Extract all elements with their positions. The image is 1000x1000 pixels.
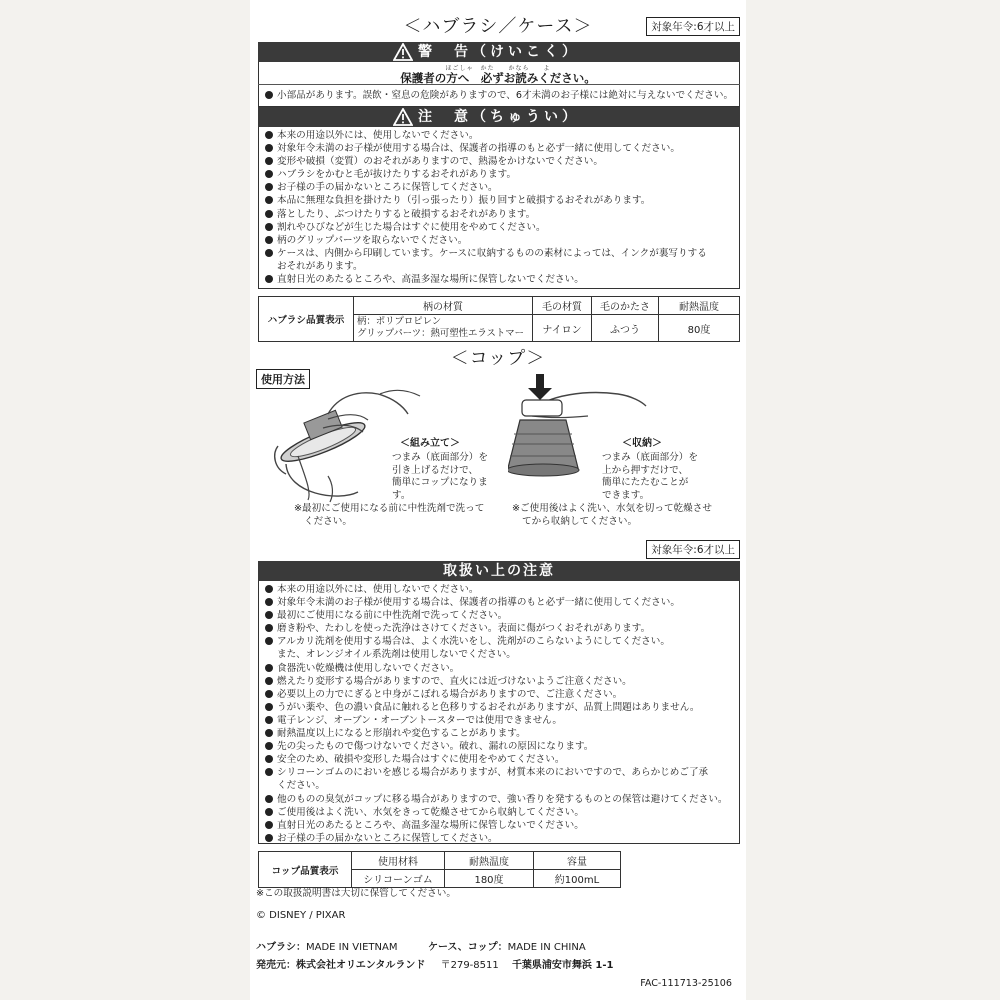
store-text: つまみ（底面部分）を 上から押すだけで、 簡単にたたむことが できます。 bbox=[602, 452, 698, 501]
table-header: 毛のかたさ bbox=[592, 297, 659, 315]
toothbrush-section-title: ＜ハブラシ／ケース＞ bbox=[403, 16, 593, 37]
bullet-icon bbox=[265, 131, 273, 139]
table-cell: シリコーンゴム bbox=[352, 870, 445, 888]
table-header: 毛の材質 bbox=[533, 297, 592, 315]
table-header: 耐熱温度 bbox=[659, 297, 740, 315]
list-item: 必要以上の力でにぎると中身がこぼれる場合がありますので、ご注意ください。 bbox=[264, 688, 740, 701]
bullet-icon bbox=[265, 664, 273, 672]
list-item: 本来の用途以外には、使用しないでください。 bbox=[264, 129, 740, 142]
bullet-icon bbox=[265, 624, 273, 632]
bullet-icon bbox=[265, 834, 273, 842]
bullet-icon bbox=[265, 144, 273, 152]
cup-section-title: ＜コップ＞ bbox=[450, 348, 546, 369]
bullet-icon bbox=[265, 157, 273, 165]
table-header: 容量 bbox=[534, 852, 621, 870]
table-header: 柄の材質 bbox=[354, 297, 533, 315]
store-title: ＜収納＞ bbox=[622, 438, 662, 449]
bullet-icon bbox=[265, 808, 273, 816]
list-item: 直射日光のあたるところや、高温多湿な場所に保管しないでください。 bbox=[264, 819, 740, 832]
bullet-icon bbox=[265, 611, 273, 619]
handling-list bbox=[264, 583, 740, 845]
list-item: 直射日光のあたるところや、高温多湿な場所に保管しないでください。 bbox=[264, 273, 740, 286]
bullet-icon bbox=[265, 223, 273, 231]
bullet-icon bbox=[265, 585, 273, 593]
origin-line: ハブラシ：MADE IN VIETNAM bbox=[256, 942, 398, 953]
list-item: 耐熱温度以上になると形崩れや変色することがあります。 bbox=[264, 727, 740, 740]
assemble-text: つまみ（底面部分）を 引き上げるだけで、 簡単にコップになりま す。 bbox=[392, 452, 488, 501]
assemble-note: ※最初にご使用になる前に中性洗剤で洗って ください。 bbox=[294, 503, 485, 527]
list-item: アルカリ洗剤を使用する場合は、よく水洗いをし、洗剤がのこらないようにしてください。 bbox=[264, 635, 740, 648]
case-origin-line: ケース、コップ：MADE IN CHINA bbox=[428, 942, 586, 953]
table-header: 耐熱温度 bbox=[445, 852, 534, 870]
list-item: 小部品があります。誤飲・窒息の危険がありますので、6才未満のお子様には絶対に与えないでください。 bbox=[264, 89, 740, 102]
store-note: ※ご使用後はよく洗い、水気を切って乾燥させ てから収納してください。 bbox=[512, 503, 712, 527]
list-item: 最初にご使用になる前に中性洗剤で洗ってください。 bbox=[264, 609, 740, 622]
age-label: 対象年令:6才以上 bbox=[646, 17, 740, 36]
caution-list bbox=[264, 129, 740, 286]
table-cell: ナイロン bbox=[533, 315, 592, 342]
down-arrow-icon bbox=[528, 374, 552, 400]
bullet-icon bbox=[265, 170, 273, 178]
bullet-icon bbox=[265, 249, 273, 257]
list-item: 対象年令未満のお子様が使用する場合は、保護者の指導のもと必ず一緒に使用してください。 bbox=[264, 596, 740, 609]
list-item: 先の尖ったもので傷つけないでください。破れ、漏れの原因になります。 bbox=[264, 740, 740, 753]
usage-label: 使用方法 bbox=[256, 369, 310, 389]
toothbrush-quality-table bbox=[258, 296, 740, 342]
list-item: お子様の手の届かないところに保管してください。 bbox=[264, 832, 740, 845]
list-item: 食器洗い乾燥機は使用しないでください。 bbox=[264, 662, 740, 675]
warning-header bbox=[258, 42, 740, 62]
list-item: ハブラシをかむと毛が抜けたりするおそれがあります。 bbox=[264, 168, 740, 181]
bullet-icon bbox=[265, 637, 273, 645]
bullet-icon bbox=[265, 716, 273, 724]
bullet-icon bbox=[265, 729, 273, 737]
copyright: © DISNEY / PIXAR bbox=[256, 910, 346, 921]
bullet-icon bbox=[265, 703, 273, 711]
seller-line: 発売元：株式会社オリエンタルランド 〒279-8511 千葉県浦安市舞浜 1-1 bbox=[256, 960, 614, 971]
table-cell: 約100mL bbox=[534, 870, 621, 888]
list-item: 柄のグリップパーツを取らないでください。 bbox=[264, 234, 740, 247]
bullet-icon bbox=[265, 183, 273, 191]
warning-subtitle: 保護者の方へ 必ずお読みください。 bbox=[400, 71, 596, 85]
warning-divider bbox=[258, 84, 740, 85]
list-item: 燃えたり変形する場合がありますので、直火には近づけないようご注意ください。 bbox=[264, 675, 740, 688]
bullet-icon bbox=[265, 821, 273, 829]
assemble-title: ＜組み立て＞ bbox=[400, 438, 460, 449]
quality-row-label: ハブラシ品質表示 bbox=[259, 297, 354, 342]
list-item: ください。 bbox=[277, 780, 325, 792]
cup-age-label: 対象年令:6才以上 bbox=[646, 540, 740, 559]
warning-header-text: 警 告（けいこく） bbox=[418, 44, 580, 60]
list-item: 本来の用途以外には、使用しないでください。 bbox=[264, 583, 740, 596]
keep-note: ※この取扱説明書は大切に保管してください。 bbox=[256, 888, 456, 899]
warning-list bbox=[264, 89, 740, 102]
quality-row-label: コップ品質表示 bbox=[259, 852, 352, 888]
table-cell: 80度 bbox=[659, 315, 740, 342]
bullet-icon bbox=[265, 598, 273, 606]
list-item: うがい薬や、色の濃い食品に触れると色移りするおそれがありますが、品質上問題はありません。 bbox=[264, 701, 740, 714]
list-item: また、オレンジオイル系洗剤は使用しないでください。 bbox=[277, 649, 516, 661]
bullet-icon bbox=[265, 196, 273, 204]
list-item: 落としたり、ぶつけたりすると破損するおそれがあります。 bbox=[264, 208, 740, 221]
list-item: 他のものの臭気がコップに移る場合がありますので、強い香りを発するものとの保管は避けてください。 bbox=[264, 793, 740, 806]
table-cell-material: 柄：ポリプロピレン グリップパーツ：熱可塑性エラストマー bbox=[354, 315, 533, 342]
table-cell: 180度 bbox=[445, 870, 534, 888]
bullet-icon bbox=[265, 795, 273, 803]
list-item: シリコーンゴムのにおいを感じる場合がありますが、材質本来のにおいですので、あらかじめご了承 bbox=[264, 766, 740, 779]
table-header: 使用材料 bbox=[352, 852, 445, 870]
list-item: 対象年令未満のお子様が使用する場合は、保護者の指導のもと必ず一緒に使用してください。 bbox=[264, 142, 740, 155]
bullet-icon bbox=[265, 768, 273, 776]
list-item: 割れやひびなどが生じた場合はすぐに使用をやめてください。 bbox=[264, 221, 740, 234]
handling-header: 取扱い上の注意 bbox=[258, 561, 740, 581]
list-item: 変形や破損（変質）のおそれがありますので、熱湯をかけないでください。 bbox=[264, 155, 740, 168]
list-item: 電子レンジ、オーブン・オーブントースターでは使用できません。 bbox=[264, 714, 740, 727]
table-cell: ふつう bbox=[592, 315, 659, 342]
list-item: ご使用後はよく洗い、水気をきって乾燥させてから収納してください。 bbox=[264, 806, 740, 819]
list-item: おそれがあります。 bbox=[277, 260, 363, 272]
cup-quality-table bbox=[258, 851, 621, 888]
bullet-icon bbox=[265, 755, 273, 763]
list-item: ケースは、内側から印刷しています。ケースに収納するものの素材によっては、インクが裏写りする bbox=[264, 247, 740, 260]
caution-header-text: 注 意（ちゅうい） bbox=[418, 109, 580, 125]
product-code: FAC-111713-25106 bbox=[640, 978, 732, 989]
bullet-icon bbox=[265, 210, 273, 218]
list-item: 磨き粉や、たわしを使った洗浄はさけてください。表面に傷がつくおそれがあります。 bbox=[264, 622, 740, 635]
instruction-sheet bbox=[250, 0, 746, 1000]
list-item: 本品に無理な負担を掛けたり（引っ張ったり）振り回すと破損するおそれがあります。 bbox=[264, 194, 740, 207]
bullet-icon bbox=[265, 690, 273, 698]
warning-ruby: ほごしゃ かた かなら よ bbox=[445, 65, 551, 72]
bullet-icon bbox=[265, 91, 273, 99]
bullet-icon bbox=[265, 236, 273, 244]
list-item: 安全のため、破損や変形した場合はすぐに使用をやめてください。 bbox=[264, 753, 740, 766]
list-item: お子様の手の届かないところに保管してください。 bbox=[264, 181, 740, 194]
bullet-icon bbox=[265, 742, 273, 750]
caution-header bbox=[258, 107, 740, 127]
bullet-icon bbox=[265, 275, 273, 283]
bullet-icon bbox=[265, 677, 273, 685]
